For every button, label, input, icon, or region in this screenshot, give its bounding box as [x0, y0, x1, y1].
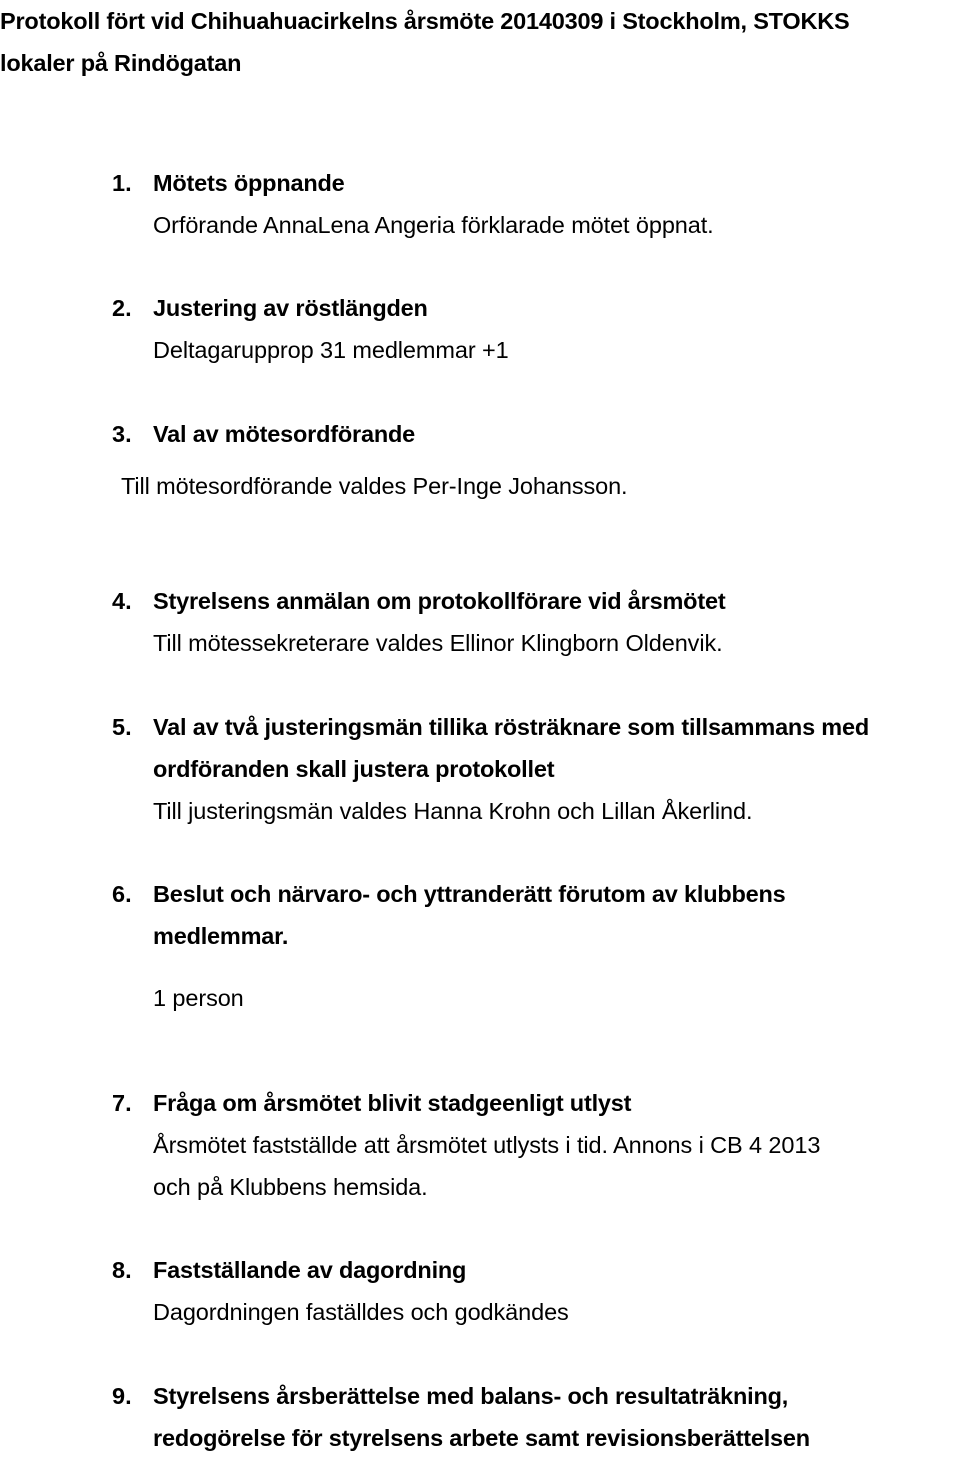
item-body: Deltagarupprop 31 medlemmar +1 [153, 337, 509, 363]
item-body-line-1: Årsmötet fastställde att årsmötet utlysts i tid. Annons i CB 4 2013 [153, 1132, 821, 1158]
item-heading: Justering av röstlängden [153, 295, 428, 321]
item-number: 2. [112, 295, 132, 321]
item-heading-line-2: redogörelse för styrelsens arbete samt revisionsberättelsen [153, 1425, 810, 1451]
item-heading: Fråga om årsmötet blivit stadgeenligt utlyst [153, 1090, 632, 1116]
item-body: Till mötesordförande valdes Per-Inge Johansson. [121, 473, 628, 499]
item-number: 8. [112, 1257, 132, 1283]
item-heading: Styrelsens anmälan om protokollförare vid årsmötet [153, 588, 726, 614]
item-number: 3. [112, 421, 132, 447]
agenda-item-9 [112, 1375, 958, 1459]
item-heading: Fastställande av dagordning [153, 1257, 467, 1283]
item-heading-line-2: medlemmar. [153, 923, 289, 949]
title-line-1: Protokoll fört vid Chihuahuacirkelns årsmöte 20140309 i Stockholm, STOKKS [0, 8, 850, 34]
item-heading: Val av mötesordförande [153, 421, 416, 447]
item-heading: Mötets öppnande [153, 170, 345, 196]
item-number: 7. [112, 1090, 132, 1116]
item-body: 1 person [153, 985, 244, 1011]
title-line-2: lokaler på Rindögatan [0, 50, 242, 76]
item-body: Till justeringsmän valdes Hanna Krohn och Lillan Åkerlind. [153, 798, 753, 824]
agenda-item-7 [112, 1082, 958, 1208]
item-number: 4. [112, 588, 132, 614]
item-heading-line-1: Styrelsens årsberättelse med balans- och resultaträkning, [153, 1383, 789, 1409]
item-heading-line-1: Beslut och närvaro- och yttranderätt förutom av klubbens [153, 881, 786, 907]
item-body: Dagordningen faställdes och godkändes [153, 1299, 569, 1325]
agenda-item-8 [112, 1249, 958, 1333]
agenda-item-1 [112, 162, 958, 246]
item-body: Till mötessekreterare valdes Ellinor Klingborn Oldenvik. [153, 630, 723, 656]
item-number: 9. [112, 1383, 132, 1409]
item-heading-line-2: ordföranden skall justera protokollet [153, 756, 555, 782]
item-heading-line-1: Val av två justeringsmän tillika rösträknare som tillsammans med [153, 714, 870, 740]
item-body: Orförande AnnaLena Angeria förklarade mötet öppnat. [153, 212, 714, 238]
agenda-item-3 [112, 413, 958, 507]
item-number: 5. [112, 714, 132, 740]
agenda-item-2 [112, 287, 958, 371]
item-number: 1. [112, 170, 132, 196]
document-title [0, 0, 960, 84]
agenda-item-6 [112, 873, 958, 1019]
item-body-line-2: och på Klubbens hemsida. [153, 1174, 428, 1200]
item-number: 6. [112, 881, 132, 907]
agenda-item-4 [112, 580, 958, 664]
agenda-item-5 [112, 706, 958, 832]
